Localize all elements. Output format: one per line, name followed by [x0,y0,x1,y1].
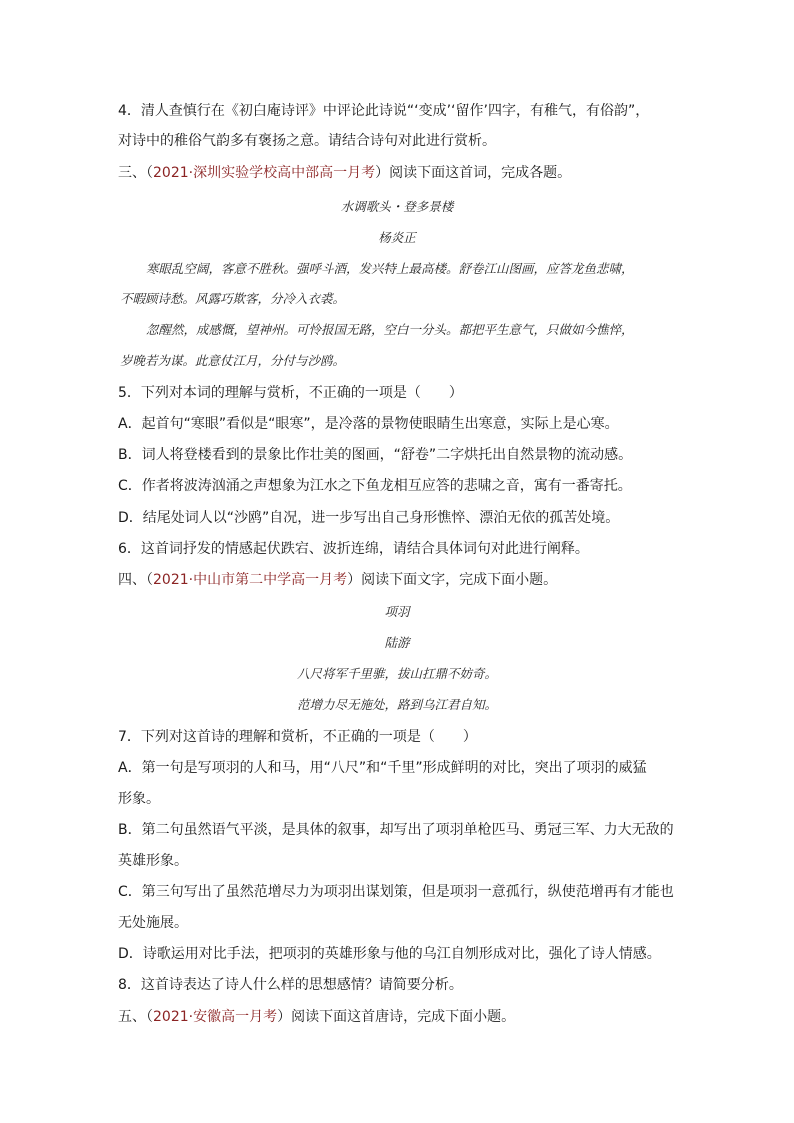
section-5-prefix: 五、（ [118,1009,153,1025]
question-7-option-a-line-1: A．第一句是写项羽的人和马，用“八尺”和“千里”形成鲜明的对比，突出了项羽的威猛 [118,760,647,776]
question-6-stem: 6．这首词抒发的情感起伏跌宕、波折连绵，请结合具体词句对此进行阐释。 [118,541,589,557]
section-4-heading [118,571,557,589]
question-5-option-c: C．作者将波涛汹涌之声想象为江水之下鱼龙相互应答的悲啸之音，寓有一番寄托。 [118,478,632,494]
poem-2-line-2: 范增力尽无施处，路到乌江君自知。 [296,697,497,712]
question-7-option-b-line-1: B．第二句虽然语气平淡，是具体的叙事，却写出了项羽单枪匹马、勇冠三军、力大无敌的 [118,822,674,838]
section-3-prefix: 三、（ [118,165,153,181]
section-4-suffix: ）阅读下面文字，完成下面小题。 [347,572,558,588]
section-3-suffix: ）阅读下面这首词，完成各题。 [375,165,572,181]
question-7-option-d: D．诗歌运用对比手法，把项羽的英雄形象与他的乌江自刎形成对比，强化了诗人情感。 [118,946,661,962]
section-3-heading [118,164,571,182]
section-4-prefix: 四、（ [118,572,153,588]
question-4-line-1: 4．清人查慎行在《初白庵诗评》中评论此诗说“‘变成’‘留作’四字，有稚气，有俗韵”， [118,103,650,119]
poem-1-line-4: 岁晚若为谋。此意仗江月，分付与沙鸥。 [120,353,346,368]
poem-2-title: 项羽 [384,604,410,619]
question-7-option-b-line-2: 英雄形象。 [118,853,188,869]
poem-1-line-2: 不暇顾诗愁。风露巧欺客，分冷入衣裘。 [120,291,346,306]
poem-2-line-1: 八尺将军千里骓，拔山扛鼎不妨奇。 [296,666,497,681]
question-7-option-c-line-1: C．第三句写出了虽然范增尽力为项羽出谋划策，但是项羽一意孤行，纵使范增再有才能也 [118,884,674,900]
question-5-stem: 5．下列对本词的理解与赏析，不正确的一项是（ ） [118,385,463,401]
poem-2-author: 陆游 [384,635,410,650]
poem-1-author: 杨炎正 [378,230,416,245]
poem-1-line-3: 忽醒然，成感慨，望神州。可怜报国无路，空白一分头。都把平生意气，只做如今憔悴， [146,322,634,337]
poem-1-title: 水调歌头・登多景楼 [340,199,454,214]
section-4-source: 2021·中山市第二中学高一月考 [153,572,348,588]
poem-1-line-1: 寒眼乱空阔，客意不胜秋。强呼斗酒，发兴特上最高楼。舒卷江山图画，应答龙鱼悲啸， [146,261,634,276]
question-8-stem: 8．这首诗表达了诗人什么样的思想感情？请简要分析。 [118,977,463,993]
question-4-line-2: 对诗中的稚俗气韵多有褒扬之意。请结合诗句对此进行赏析。 [118,133,496,149]
question-5-option-b: B．词人将登楼看到的景象比作壮美的图画，“舒卷”二字烘托出自然景物的流动感。 [118,447,633,463]
question-7-option-c-line-2: 无处施展。 [118,915,188,931]
section-3-source: 2021·深圳实验学校高中部高一月考 [153,165,376,181]
section-5-suffix: ）阅读下面这首唐诗，完成下面小题。 [277,1009,516,1025]
question-7-stem: 7．下列对这首诗的理解和赏析，不正确的一项是（ ） [118,729,477,745]
section-5-source: 2021·安徽高一月考 [153,1009,278,1025]
question-5-option-a: A．起首句“寒眼”看似是“眼寒”，是冷落的景物使眼睛生出寒意，实际上是心寒。 [118,416,619,432]
question-7-option-a-line-2: 形象。 [118,791,160,807]
section-5-heading [118,1008,515,1026]
question-5-option-d: D．结尾处词人以“沙鸥”自况，进一步写出自己身形憔悴、漂泊无依的孤苦处境。 [118,510,620,526]
